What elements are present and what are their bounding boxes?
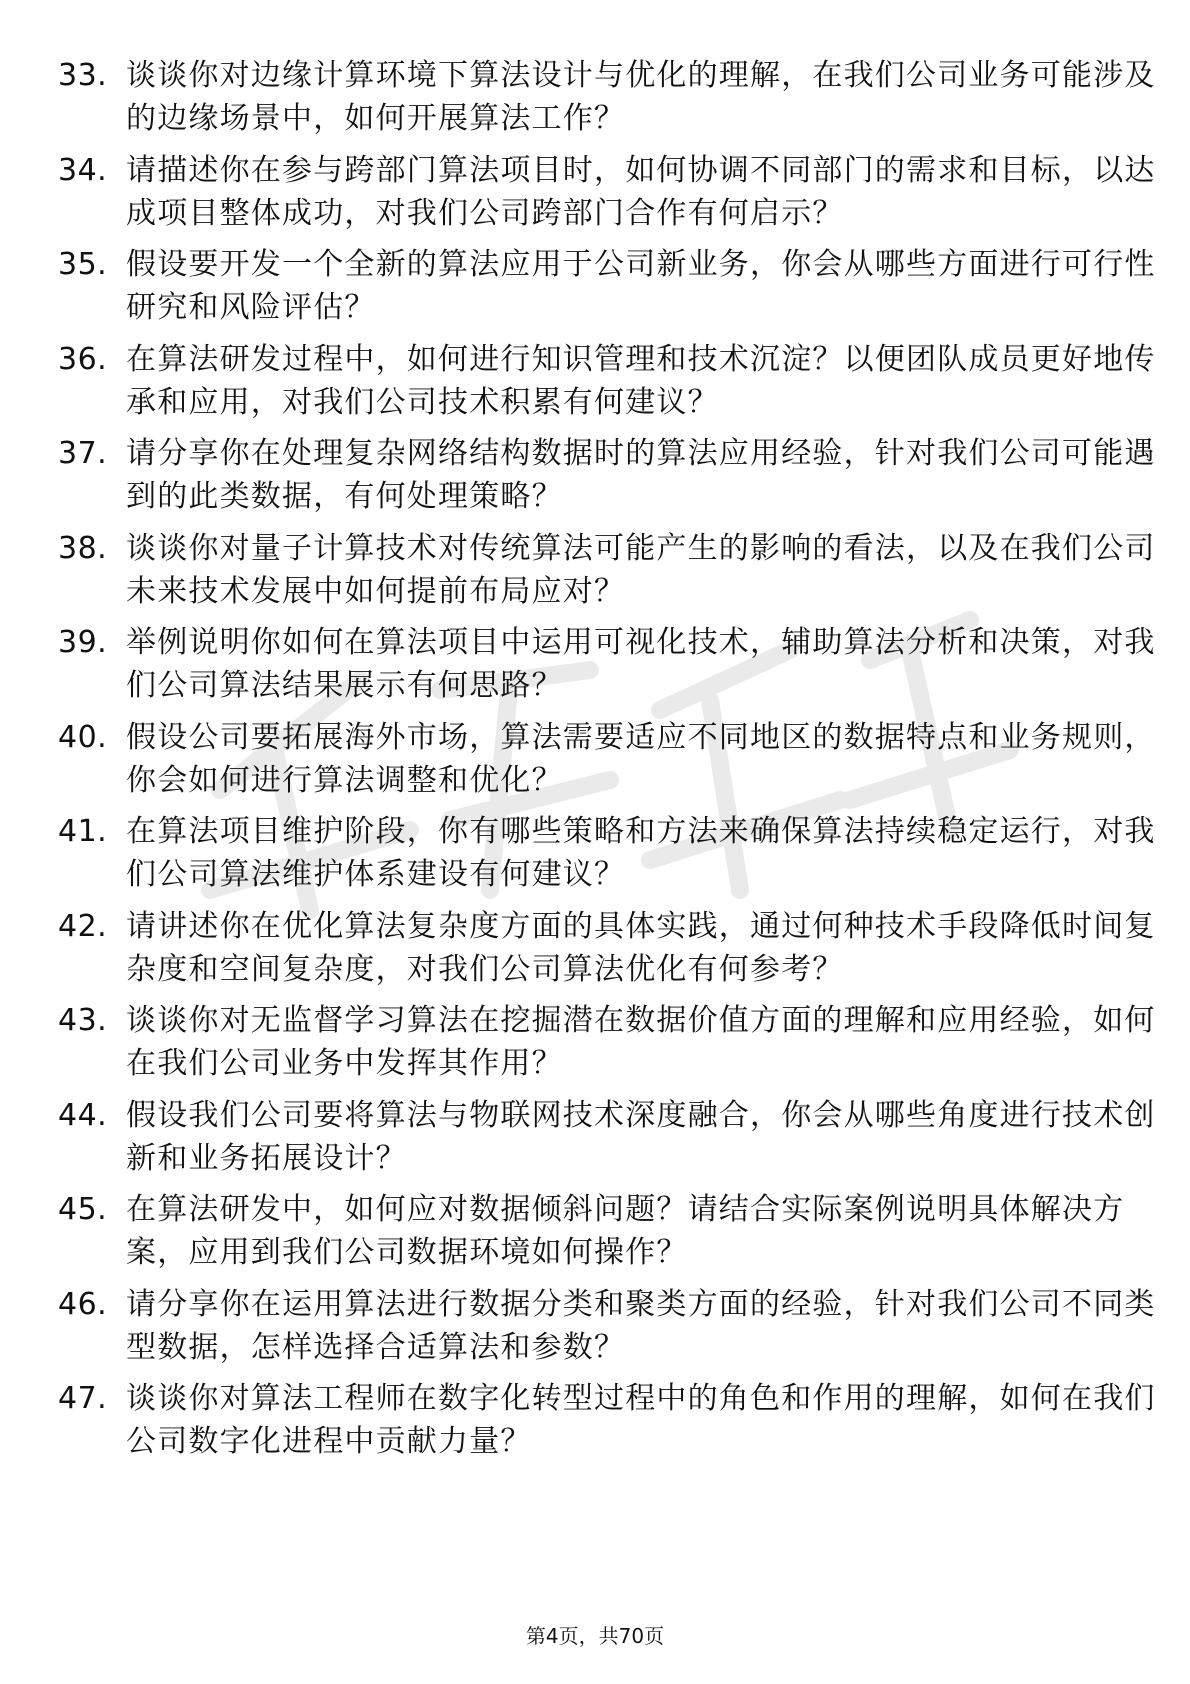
question-item [58, 716, 1156, 810]
question-item [58, 1094, 1156, 1188]
question-text: 举例说明你如何在算法项目中运用可视化技术，辅助算法分析和决策，对我们公司算法结果展示有何思路？ [126, 625, 1156, 703]
question-text: 请分享你在运用算法进行数据分类和聚类方面的经验，针对我们公司不同类型数据，怎样选择合适算法和参数？ [126, 1286, 1156, 1365]
question-number: 41. [58, 814, 108, 849]
question-number: 47. [58, 1381, 108, 1416]
question-text: 请分享你在处理复杂网络结构数据时的算法应用经验，针对我们公司可能遇到的此类数据，有何处理策略？ [126, 436, 1156, 514]
question-text: 在算法研发过程中，如何进行知识管理和技术沉淀？以便团队成员更好地传承和应用，对我们公司技术积累有何建议？ [126, 341, 1156, 420]
question-item [58, 999, 1156, 1093]
question-item [58, 149, 1156, 243]
question-number: 45. [58, 1192, 108, 1227]
question-text: 请讲述你在优化算法复杂度方面的具体实践，通过何种技术手段降低时间复杂度和空间复杂度，对我们公司算法优化有何参考？ [126, 908, 1156, 987]
question-number: 42. [58, 908, 108, 944]
question-list [58, 54, 1156, 1472]
question-number: 34. [58, 152, 108, 188]
question-number: 38. [58, 530, 108, 566]
question-item [58, 810, 1156, 904]
question-number: 40. [58, 719, 108, 755]
page-number-label: 第4页，共70页 [525, 1624, 665, 1648]
question-number: 39. [58, 625, 108, 660]
question-text: 假设要开发一个全新的算法应用于公司新业务，你会从哪些方面进行可行性研究和风险评估？ [126, 247, 1156, 325]
question-number: 46. [58, 1286, 108, 1322]
question-number: 44. [58, 1097, 108, 1133]
question-number: 37. [58, 436, 108, 471]
question-text: 谈谈你对量子计算技术对传统算法可能产生的影响的看法，以及在我们公司未来技术发展中如何提前布局应对？ [126, 530, 1156, 609]
question-text: 谈谈你对无监督学习算法在挖掘潜在数据价值方面的理解和应用经验，如何在我们公司业务中发挥其作用？ [126, 1003, 1156, 1081]
question-item [58, 338, 1156, 432]
question-item [58, 54, 1156, 148]
question-text: 假设我们公司要将算法与物联网技术深度融合，你会从哪些角度进行技术创新和业务拓展设计？ [126, 1097, 1156, 1176]
question-item [58, 1283, 1156, 1377]
question-item [58, 527, 1156, 621]
question-item [58, 905, 1156, 999]
question-item [58, 621, 1156, 715]
question-text: 请描述你在参与跨部门算法项目时，如何协调不同部门的需求和目标，以达成项目整体成功，对我们公司跨部门合作有何启示？ [126, 152, 1156, 231]
question-number: 43. [58, 1003, 108, 1038]
question-item [58, 432, 1156, 526]
question-text: 谈谈你对边缘计算环境下算法设计与优化的理解，在我们公司业务可能涉及的边缘场景中，如何开展算法工作？ [126, 58, 1156, 136]
question-text: 谈谈你对算法工程师在数字化转型过程中的角色和作用的理解，如何在我们公司数字化进程中贡献力量？ [126, 1381, 1156, 1459]
question-number: 33. [58, 58, 108, 93]
question-text: 在算法研发中，如何应对数据倾斜问题？请结合实际案例说明具体解决方案，应用到我们公司数据环境如何操作？ [126, 1192, 1125, 1270]
question-item [58, 243, 1156, 337]
question-text: 在算法项目维护阶段，你有哪些策略和方法来确保算法持续稳定运行，对我们公司算法维护体系建设有何建议？ [126, 814, 1156, 892]
question-number: 36. [58, 341, 108, 377]
question-item [58, 1188, 1125, 1282]
question-item [58, 1377, 1156, 1471]
question-number: 35. [58, 247, 108, 282]
question-text: 假设公司要拓展海外市场，算法需要适应不同地区的数据特点和业务规则，你会如何进行算法调整和优化？ [126, 719, 1156, 798]
page-footer [0, 1624, 1190, 1648]
